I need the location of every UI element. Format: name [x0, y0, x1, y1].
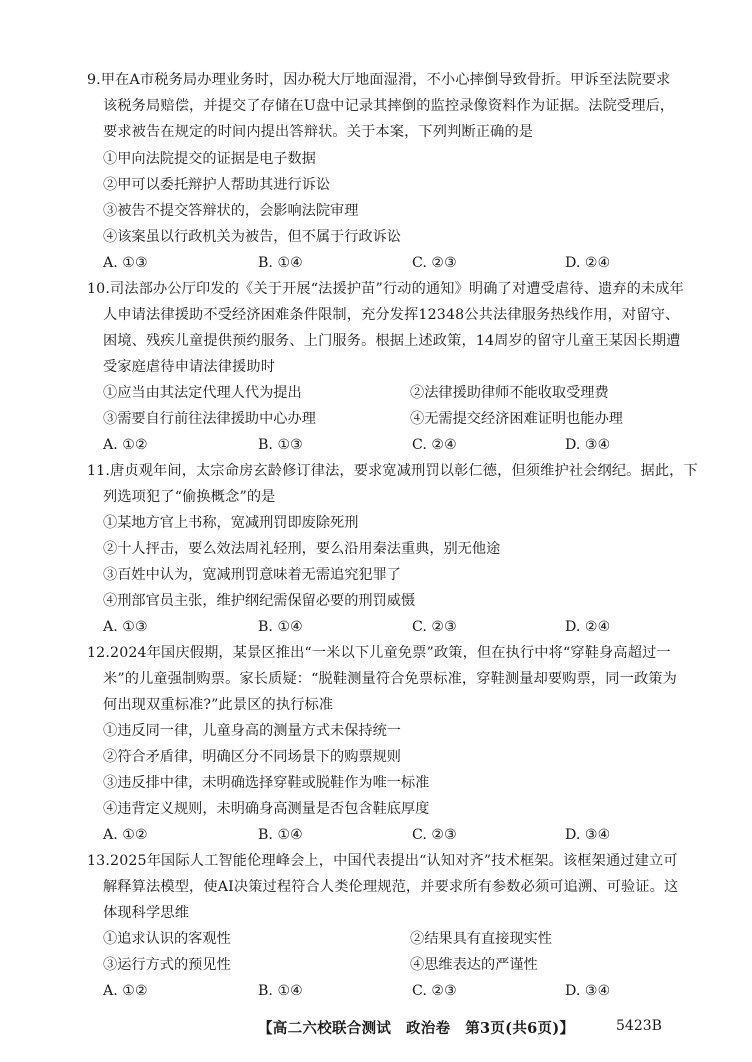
choice-c: C. ②③ — [412, 619, 457, 635]
question-stem: 13.2025年国际人工智能伦理峰会上，中国代表提出“认知对齐”技术框架。该框架通过建立可 — [87, 853, 678, 869]
statement: ③违反排中律，未明确选择穿鞋或脱鞋作为唯一标准 — [103, 775, 430, 791]
question-stem: 列选项犯了“偷换概念”的是 — [103, 489, 276, 505]
question-stem: 10.司法部办公厅印发的《关于开展“法援护苗”行动的通知》明确了对遭受虐待、遗弃的未成年 — [87, 281, 684, 297]
question-stem: 米”的儿童强制购票。家长质疑：“脱鞋测量符合免票标准，穿鞋测量却要购票，同一政策为 — [103, 671, 677, 687]
statement: ①追求认识的客观性 — [103, 931, 231, 947]
choice-a: A. ①② — [103, 437, 148, 453]
question-stem: 11.唐贞观年间，太宗命房玄龄修订律法，要求宽减刑罚以彰仁德，但须维护社会纲纪。据此，下 — [87, 463, 698, 479]
page-footer — [0, 1017, 752, 1039]
choice-a: A. ①③ — [103, 255, 148, 271]
statement: ③百姓中认为，宽减刑罚意味着无需追究犯罪了 — [103, 567, 401, 583]
statement: ④违背定义规则，未明确身高测量是否包含鞋底厚度 — [103, 801, 430, 817]
question-stem: 人申请法律援助不受经济困难条件限制，充分发挥12348公共法律服务热线作用，对留守、 — [103, 307, 680, 323]
choice-c: C. ②③ — [412, 983, 457, 999]
statement: ②法律援助律师不能收取受理费 — [410, 385, 609, 401]
choice-b: B. ①④ — [258, 619, 303, 635]
statement: ④该案虽以行政机关为被告，但不属于行政诉讼 — [103, 229, 401, 245]
statement: ③被告不提交答辩状的，会影响法院审理 — [103, 203, 359, 219]
statement: ④思维表达的严谨性 — [410, 957, 538, 973]
statement: ②甲可以委托辩护人帮助其进行诉讼 — [103, 177, 331, 193]
statement: ①甲向法院提交的证据是电子数据 — [103, 151, 316, 167]
statement: ②十人抨击，要么效法周礼轻刑，要么沿用秦法重典，别无他途 — [103, 541, 501, 557]
choice-a: A. ①② — [103, 827, 148, 843]
choice-d: D. ②④ — [565, 255, 611, 271]
question-stem: 受家庭虐待申请法律援助时 — [103, 359, 276, 375]
question-stem: 要求被告在规定的时间内提出答辩状。关于本案，下列判断正确的是 — [103, 124, 534, 140]
footer-paper-code: 5423B — [616, 1018, 662, 1034]
choice-d: D. ③④ — [565, 437, 611, 453]
statement: ②结果具有直接现实性 — [410, 931, 552, 947]
statement: ①应当由其法定代理人代为提出 — [103, 385, 302, 401]
statement: ①违反同一律，儿童身高的测量方式未保持统一 — [103, 723, 401, 739]
statement: ②符合矛盾律，明确区分不同场景下的购票规则 — [103, 749, 401, 765]
choice-b: B. ①④ — [258, 983, 303, 999]
choice-d: D. ③④ — [565, 827, 611, 843]
choice-c: C. ②③ — [412, 255, 457, 271]
statement: ③运行方式的预见性 — [103, 957, 231, 973]
choice-c: C. ②③ — [412, 827, 457, 843]
choice-d: D. ②④ — [565, 619, 611, 635]
choice-d: D. ③④ — [565, 983, 611, 999]
question-stem: 何出现双重标准?”此景区的执行标准 — [103, 697, 334, 713]
choice-c: C. ②④ — [412, 437, 457, 453]
footer-exam-info: 【高二六校联合测试 政治卷 第3页(共6页)】 — [258, 1020, 575, 1037]
question-stem: 9.甲在A市税务局办理业务时，因办税大厅地面湿滑，不小心摔倒导致骨折。甲诉至法院要求 — [87, 72, 671, 88]
statement: ①某地方官上书称，宽减刑罚即废除死刑 — [103, 515, 359, 531]
choice-a: A. ①② — [103, 983, 148, 999]
question-stem: 困境、残疾儿童提供预约服务、上门服务。根据上述政策，14周岁的留守儿童王某因长期遭 — [103, 333, 681, 349]
statement: ③需要自行前往法律援助中心办理 — [103, 411, 316, 427]
choice-b: B. ①④ — [258, 827, 303, 843]
question-stem: 12.2024年国庆假期，某景区推出“一米以下儿童免票”政策，但在执行中将“穿鞋身高超过一 — [87, 645, 671, 661]
choice-a: A. ①③ — [103, 619, 148, 635]
choice-b: B. ①④ — [258, 255, 303, 271]
question-stem: 解释算法模型，使AI决策过程符合人类伦理规范，并要求所有参数必须可追溯、可验证。这 — [103, 879, 679, 895]
question-stem: 体现科学思维 — [103, 905, 190, 921]
question-stem: 该税务局赔偿，并提交了存储在U盘中记录其摔倒的监控录像资料作为证据。法院受理后， — [103, 98, 675, 114]
choice-b: B. ①③ — [258, 437, 303, 453]
statement: ④无需提交经济困难证明也能办理 — [410, 411, 623, 427]
statement: ④刑部官员主张，维护纲纪需保留必要的刑罚威慑 — [103, 593, 416, 609]
